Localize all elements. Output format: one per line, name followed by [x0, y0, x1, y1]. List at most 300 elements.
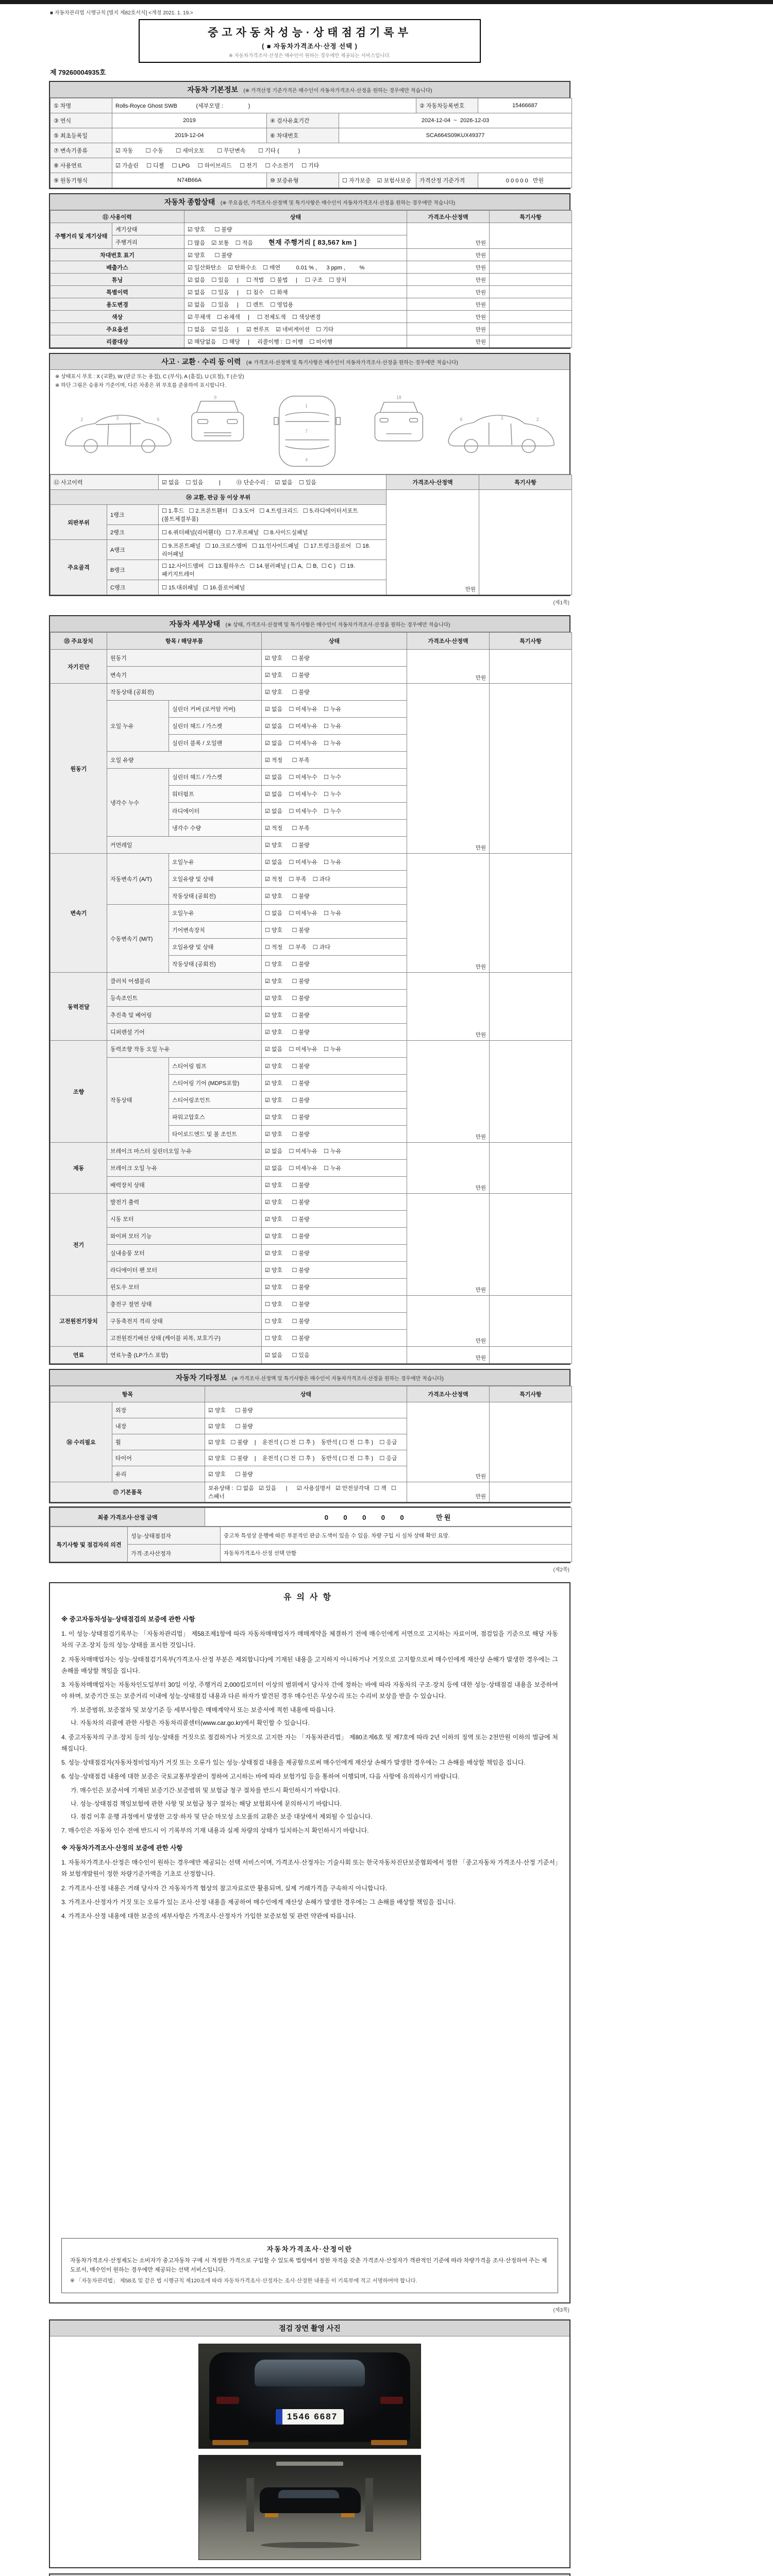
table-cell: 보유상태 : ☐ 없음 ☑ 있음 | ☑ 사용설명서 ☑ 안전삼각대 ☐ 잭 ☐ 스패너 [205, 1482, 407, 1502]
table-cell [490, 335, 572, 348]
table-row [51, 261, 572, 274]
table-cell: 가격조사·산정액 [407, 1386, 490, 1402]
basic-info-table [50, 98, 569, 188]
table-cell [490, 323, 572, 335]
page-marker-1: (제1쪽) [553, 600, 569, 606]
table-cell: 작동상태 (공회전) [169, 956, 262, 973]
table-cell: 오일 누유 [107, 701, 169, 752]
table-cell: 동력조향 작동 오일 누유 [107, 1041, 262, 1058]
table-cell: ☑ 없음 ☐ 미세누유 ☐ 누유 [262, 1143, 407, 1160]
table-cell: 실린더 커버 (로커암 커버) [169, 701, 262, 718]
table-cell: ☑ 양호 ☐ 불량 [184, 249, 407, 261]
table-cell: 유리 [112, 1466, 205, 1482]
document-title: 중고자동차성능·상태점검기록부 [208, 27, 412, 39]
table-cell: ☑ 양호 ☐ 불량 [205, 1402, 407, 1418]
table-cell: 15466687 [478, 98, 572, 113]
table-row [51, 211, 572, 223]
table-cell: 2019 [112, 113, 267, 128]
table-cell [490, 311, 572, 323]
table-row [51, 1296, 572, 1313]
notice-line: 5. 성능·상태점검자(자동차정비업자)가 거짓 또는 오류가 있는 성능·상태점검 내용을 제공함으로써 매수인에게 재산상 손해가 발생한 경우에는 그 손해를 배상할 책임을 집니다. [61, 1759, 526, 1766]
notice-line: 2. 가격조사·산정 내용은 거래 당사자 간 자동차가격 협상의 참고자료로만 활용되며, 실제 거래가격을 구속하지 아니합니다. [61, 1884, 388, 1892]
section-note: (※ 가격산정 기준가격은 매수인이 자동차가격조사·산정을 원하는 경우에만 적습니다) [243, 88, 432, 94]
table-cell: 용도변경 [51, 298, 184, 311]
notice-line: 6. 성능·상태점검 내용에 대한 보증은 국토교통부장관이 정하여 고시하는 바에 따라 보험가입 등을 통하여 이행되며, 다음 사항에 유의하시기 바랍니다. [61, 1773, 460, 1781]
table-row [51, 684, 572, 701]
table-row [51, 1482, 572, 1502]
table-cell: ☐ 많음 ☑ 보통 ☐ 적음 현재 주행거리 [ 83,567 km ] [184, 235, 407, 249]
table-cell: ⑮ 주요장치 [51, 633, 107, 650]
table-cell: ☑ 양호 ☐ 불량 [262, 1279, 407, 1296]
section-overall-condition [49, 193, 570, 349]
table-cell: 와이퍼 모터 기능 [107, 1228, 262, 1245]
table-cell: 연료누출 (LP가스 포함) [107, 1347, 262, 1364]
table-cell: 고전원전기배선 상태 (케이블 피복, 보호기구) [107, 1330, 262, 1347]
table-cell: 스티어링 펌프 [169, 1058, 262, 1075]
table-cell: 주요옵션 [51, 323, 184, 335]
table-row [51, 311, 572, 323]
table-cell: 브레이크 마스터 실린더오일 누유 [107, 1143, 262, 1160]
table-row [51, 1508, 572, 1527]
section-final-price [49, 1506, 570, 1563]
table-cell: ☐ 없음 ☑ 있음 | ☑ 썬루프 ☑ 네비게이션 ☐ 기타 [184, 323, 407, 335]
table-row [51, 1194, 572, 1211]
table-cell: ☑ 없음 ☐ 미세누유 ☐ 누유 [262, 1041, 407, 1058]
table-cell [490, 261, 572, 274]
document-page [49, 8, 570, 2576]
table-cell: 변속기 [107, 667, 262, 684]
detail-condition-table [50, 632, 569, 1364]
table-cell: ☑ 양호 ☐ 불량 [262, 1024, 407, 1041]
table-cell: 리콜대상 [51, 335, 184, 348]
data-table [50, 98, 572, 188]
table-cell: 가격조사·산정액 [407, 211, 490, 223]
table-row [51, 158, 572, 173]
table-cell: 내장 [112, 1418, 205, 1434]
table-cell: ☐ 양호 ☐ 불량 [262, 1296, 407, 1313]
table-cell: ☐ 양호 ☐ 불량 [262, 1330, 407, 1347]
table-cell: ☑ 양호 ☐ 불량 [262, 1007, 407, 1024]
table-cell [490, 1041, 572, 1143]
car-rear-view [375, 402, 423, 441]
inspection-photo-rear [198, 2344, 421, 2449]
table-cell: ④ 검사유효기간 [267, 113, 339, 128]
table-cell: 스티어링 기어 (MDPS포함) [169, 1075, 262, 1092]
price-info-box [61, 2238, 558, 2293]
table-cell: ☐ 6.쿼터패널(리어휀더) ☐ 7.루프패널 ☐ 8.사이드실패널 [159, 525, 386, 540]
table-cell: ☑ 적정 ☐ 부족 ☐ 과다 [262, 871, 407, 888]
notice-line: 4. 중고자동차의 구조·장치 등의 성능·상태를 거짓으로 점검하거나 거짓으로 고지한 자는 「자동차관리법」 제80조제6호 및 제7호에 따라 2년 이하의 징역 또는 2천만원 이하의 벌금에 처해집니다. [61, 1733, 558, 1752]
data-table [50, 1527, 572, 1562]
table-cell: 만원 [407, 1402, 490, 1482]
table-cell: 윈도우 모터 [107, 1279, 262, 1296]
lift-arm-left [212, 2440, 248, 2445]
table-cell [490, 274, 572, 286]
table-cell: ☐ 12.사이드멤버 ☐ 13.휠하우스 ☐ 14.필러패널 ( ☐ A, ☐ B, ☐ C ) ☐ 19.패키지트레이 [159, 560, 386, 580]
data-table [50, 1386, 572, 1502]
table-cell: ☑ 양호 ☐ 불량 [262, 1211, 407, 1228]
table-cell: 차대번호 표기 [51, 249, 184, 261]
table-cell: ⑥ 차대번호 [267, 128, 339, 143]
basic-info-header [50, 82, 569, 98]
svg-text:1: 1 [305, 403, 308, 409]
table-cell: ☑ 없음 ☐ 미세누유 ☐ 누유 [262, 854, 407, 871]
table-cell: 냉각수 수량 [169, 820, 262, 837]
notice-line: 나. 성능·상태점검 책임보험에 관한 사항 및 보험금 청구 절차는 해당 보험회사에 문의하시기 바랍니다. [71, 1800, 342, 1807]
table-cell: 전기 [51, 1194, 107, 1296]
table-cell: 특기사항 [490, 211, 572, 223]
section-title: 자동차 세부상태 [169, 620, 221, 628]
section-etc-info [49, 1369, 570, 1503]
section-accident-history [49, 353, 570, 596]
table-cell: B랭크 [107, 560, 159, 580]
table-row [51, 274, 572, 286]
table-cell: 상태 [205, 1386, 407, 1402]
table-cell: 추진축 및 베어링 [107, 1007, 262, 1024]
table-cell: 특별이력 [51, 286, 184, 298]
table-cell: ☑ 없음 ☐ 있음 | ⑬ 단순수리 : ☑ 없음 ☐ 있음 [159, 475, 386, 490]
table-cell: 수동변속기 (M/T) [107, 905, 169, 973]
damage-code-legend-2: ※ 하단 그림은 승용차 기준이며, 다른 차종은 위 부호를 준용하여 표시합니다. [55, 383, 226, 388]
table-cell: 만원 [407, 1143, 490, 1194]
table-cell: 만원 [407, 298, 490, 311]
notice-line: 2. 자동차매매업자는 성능·상태점검기록부(가격조사·산정 부분은 제외합니다)에 기재된 내용을 고지하지 아니하거나 거짓으로 고지함으로써 매수인에게 재산상 손해가 발생한 경우에는 그 손해를 배상할 책임을 집니다. [61, 1655, 558, 1674]
table-row [51, 1143, 572, 1160]
table-cell: N74B66A [112, 173, 267, 188]
table-cell: ☑ 자동 ☐ 수동 ☐ 세미오토 ☐ 무단변속 ☐ 기타 ( ) [112, 143, 572, 158]
floor-shadow [261, 2542, 360, 2548]
table-cell: 제동 [51, 1143, 107, 1194]
table-cell: 실내송풍 모터 [107, 1245, 262, 1262]
svg-text:2: 2 [536, 417, 539, 422]
plate-blue-band [276, 2409, 282, 2425]
svg-text:2: 2 [80, 417, 83, 422]
table-cell: 주요골격 [51, 540, 107, 595]
table-cell: 만원 [407, 1482, 490, 1502]
table-cell: ⑦ 변속기종류 [51, 143, 112, 158]
table-row [51, 335, 572, 348]
table-cell: 오일누유 [169, 854, 262, 871]
photos-body [50, 2336, 569, 2567]
table-row [51, 633, 572, 650]
table-cell: 만원 [407, 311, 490, 323]
table-cell: ⑰ 기본품목 [51, 1482, 205, 1502]
table-cell [479, 490, 572, 595]
table-row [51, 298, 572, 311]
table-cell: 커먼레일 [107, 837, 262, 854]
table-cell: 만원 [407, 854, 490, 973]
table-cell: 원동기 [107, 650, 262, 667]
table-cell: ⑤ 최초등록일 [51, 128, 112, 143]
table-cell: 휠 [112, 1434, 205, 1450]
notice-line: 7. 매수인은 자동차 인수 전에 반드시 이 기록부의 기재 내용과 실제 차량의 상태가 일치하는지 확인하시기 바랍니다. [61, 1826, 369, 1834]
table-row [51, 286, 572, 298]
table-row [51, 323, 572, 335]
table-cell: Rolls-Royce Ghost SWB (세부모델 : ) [112, 98, 416, 113]
table-cell: 만원 [407, 1194, 490, 1296]
table-cell: ☑ 일산화탄소 ☑ 탄화수소 ☐ 매연 0.01 % , 3 ppm , % [184, 261, 407, 274]
table-cell: 2랭크 [107, 525, 159, 540]
table-cell: ☐ 양호 ☐ 불량 [262, 922, 407, 939]
table-cell: ① 차명 [51, 98, 112, 113]
table-cell: ☑ 양호 ☐ 불량 [262, 990, 407, 1007]
license-plate [276, 2409, 344, 2425]
notice-line: 3. 가격조사·산정자가 거짓 또는 오류가 있는 조사·산정 내용을 제공하여 매수인에게 재산상 손해가 발생한 경우에는 그 손해를 배상할 책임을 집니다. [61, 1898, 456, 1906]
table-row [51, 475, 572, 490]
price-info-title: 자동차가격조사·산정이란 [266, 2245, 353, 2253]
inspector-remarks-table [50, 1527, 569, 1562]
table-cell: SCA664S09KUX49377 [339, 128, 572, 143]
svg-text:6: 6 [157, 417, 160, 422]
table-cell: ☑ 양호 ☐ 불량 [262, 1092, 407, 1109]
table-cell: 등속조인트 [107, 990, 262, 1007]
table-cell: ☑ 없음 ☐ 미세누유 ☐ 누유 [262, 701, 407, 718]
photos-header [50, 2320, 569, 2336]
table-cell: 냉각수 누수 [107, 769, 169, 837]
section-title: 자동차 기타정보 [175, 1374, 227, 1382]
table-cell: ☑ 없음 ☐ 있음 | ☐ 렌트 ☐ 영업용 [184, 298, 407, 311]
table-cell: 시동 모터 [107, 1211, 262, 1228]
notice-body [61, 1607, 558, 1924]
car-front-view [192, 401, 244, 441]
table-cell: ☑ 양호 ☐ 불량 [262, 1126, 407, 1143]
overall-condition-header [50, 194, 569, 210]
table-cell: 자기진단 [51, 650, 107, 684]
table-cell: ☑ 없음 ☐ 있음 | ☐ 적법 ☐ 불법 | ☐ 구조 ☐ 장치 [184, 274, 407, 286]
table-cell: ☑ 없음 ☐ 미세누유 ☐ 누유 [262, 735, 407, 752]
table-cell: ☑ 양호 ☐ 불량 [262, 1109, 407, 1126]
notice-line: ※ 「자동차관리법」 제58조 및 같은 법 시행규칙 제120조에 따라 자동차가격조사·산정자는 조사·산정한 내용을 이 기록부에 적고 서명하여야 합니다. [70, 2278, 417, 2284]
car-diagram-area [50, 389, 569, 474]
etc-info-header [50, 1370, 569, 1386]
table-row [51, 1347, 572, 1364]
table-cell [490, 1402, 572, 1482]
table-cell: 파워고압호스 [169, 1109, 262, 1126]
table-cell: 발전기 출력 [107, 1194, 262, 1211]
table-cell: ☑ 양호 ☐ 불량 [262, 888, 407, 905]
table-cell: ☑ 없음 ☐ 미세누유 ☐ 누유 [262, 718, 407, 735]
table-cell: ☑ 양호 ☐ 불량 [262, 1058, 407, 1075]
table-cell: 만원 [407, 335, 490, 348]
section-note: (※ 가격조사·산정액 및 특기사항은 매수인이 자동차가격조사·산정을 원하는 경우에만 적습니다) [246, 360, 458, 366]
table-cell: 항목 / 해당부품 [107, 633, 262, 650]
table-cell: 주행거리 [112, 235, 184, 249]
table-cell: 특기사항 [490, 1386, 572, 1402]
lift-arm-right [371, 2440, 407, 2445]
table-cell: 만원 [386, 490, 479, 595]
table-cell: 변속기 [51, 854, 107, 973]
table-cell: 튜닝 [51, 274, 184, 286]
table-cell: 자동변속기 (A/T) [107, 854, 169, 905]
table-cell: 가격조사·산정액 [386, 475, 479, 490]
table-cell: ☐ 자가보증 ☑ 보험사보증 [339, 173, 416, 188]
table-cell: 실린더 헤드 / 가스켓 [169, 718, 262, 735]
table-cell: 0 0 0 0 0 만원 [478, 173, 572, 188]
table-cell: 실린더 블록 / 오일팬 [169, 735, 262, 752]
table-cell: ☑ 없음 ☐ 미세누수 ☐ 누수 [262, 769, 407, 786]
table-row [51, 1545, 572, 1562]
page-marker-2: (제2쪽) [553, 1567, 569, 1573]
section-title: 사고 · 교환 · 수리 등 이력 [161, 358, 241, 366]
table-cell: ☑ 양호 ☐ 불량 [262, 650, 407, 667]
notice-line: 4. 가격조사·산정 내용에 대한 보증의 세부사항은 가격조사·산정자가 가입한 보증보험 및 관련 약관에 따릅니다. [61, 1912, 356, 1920]
table-cell: 기어변속장치 [169, 922, 262, 939]
notice-title: 유의사항 [283, 1593, 336, 1602]
accident-history-header [50, 354, 569, 370]
table-cell: 중고차 특성상 운행에 따른 부분적인 판금·도색이 있을 수 있음. 차량 구입 시 실차 상태 확인 요망. [221, 1527, 572, 1545]
table-cell: ☑ 양호 ☐ 불량 [184, 223, 407, 235]
table-cell: 자동차가격조사·산정 선택 안함 [221, 1545, 572, 1562]
notice-line: 1. 자동차가격조사·산정은 매수인이 원하는 경우에만 제공되는 선택 서비스이며, 가격조사·산정자는 기술사회 또는 한국자동차진단보증협회에서 정한 「중고자동차 가격조사·산정 기준서」와 보험개발원이 정한 차량기준가액을 기초로 산정합니다. [61, 1859, 558, 1878]
table-cell: ☑ 없음 ☐ 미세누유 ☐ 누유 [262, 1160, 407, 1177]
table-cell: 조향 [51, 1041, 107, 1143]
table-cell: 가격·조사산정자 [128, 1545, 221, 1562]
table-cell: 2024-12-04 ~ 2026-12-03 [339, 113, 572, 128]
table-cell: 2019-12-04 [112, 128, 267, 143]
etc-info-table [50, 1386, 569, 1502]
table-cell: ☑ 양호 ☐ 불량 [205, 1418, 407, 1434]
table-cell: 실린더 헤드 / 가스켓 [169, 769, 262, 786]
table-cell: 만원 [407, 223, 490, 249]
form-reference-note: ■ 자동차관리법 시행규칙 [별지 제82호서식] <개정 2021. 1. 19.> [50, 10, 193, 16]
table-row [51, 113, 572, 128]
table-cell: 라디에이터 [169, 803, 262, 820]
table-row [51, 143, 572, 158]
section-inspection-photos [49, 2319, 570, 2568]
inspection-photo-lift [198, 2455, 421, 2560]
photo-car-rear [209, 2352, 410, 2442]
top-black-bar [0, 0, 773, 4]
table-row [51, 98, 572, 113]
table-cell [490, 286, 572, 298]
table-cell: 타이로드엔드 및 볼 조인트 [169, 1126, 262, 1143]
table-cell: 원동기 [51, 684, 107, 854]
table-row [51, 249, 572, 261]
lift-post-left [246, 2478, 254, 2532]
section-title: 자동차 종합상태 [164, 198, 215, 206]
svg-text:3: 3 [116, 415, 119, 421]
table-cell: 0 0 0 0 0 만원 [205, 1508, 572, 1527]
lift-pad-right [341, 2513, 355, 2517]
table-cell [490, 1296, 572, 1347]
table-cell: ⑪ 사용이력 [51, 211, 184, 223]
table-cell: 특기사항 [490, 633, 572, 650]
document-number: 제 79260004935호 [50, 69, 106, 76]
table-cell: 색상 [51, 311, 184, 323]
table-cell: ⑩ 보증유형 [267, 173, 339, 188]
table-cell: ☑ 없음 ☐ 있음 [262, 1347, 407, 1364]
price-info-lines [70, 2257, 549, 2285]
svg-text:7: 7 [305, 428, 308, 434]
table-cell: ☑ 양호 ☐ 불량 [205, 1466, 407, 1482]
table-cell: ☐ 양호 ☐ 불량 [262, 956, 407, 973]
table-cell: ☑ 가솔린 ☐ 디젤 ☐ LPG ☐ 하이브리드 ☐ 전기 ☐ 수소전기 ☐ 기타 [112, 158, 572, 173]
overall-condition-table [50, 210, 569, 348]
svg-text:4: 4 [305, 457, 308, 463]
table-cell: 오일 유량 [107, 752, 262, 769]
table-cell: 만원 [407, 1296, 490, 1347]
table-cell: 작동상태 [107, 1058, 169, 1143]
table-cell: ☑ 적정 ☐ 부족 [262, 820, 407, 837]
table-cell: ☐ 1.후드 ☐ 2.프론트휀더 ☐ 3.도어 ☐ 4.트렁크리드 ☐ 5.라디에이터서포트(볼트체결부품) [159, 505, 386, 525]
table-cell: 상태 [184, 211, 407, 223]
table-row [51, 650, 572, 667]
table-cell: ☐ 없음 ☐ 미세누유 ☐ 누유 [262, 905, 407, 922]
table-cell [490, 973, 572, 1041]
table-row [51, 1386, 572, 1402]
table-cell: 외장 [112, 1402, 205, 1418]
table-cell: ⑨ 원동기형식 [51, 173, 112, 188]
table-cell: 브레이크 오일 누유 [107, 1160, 262, 1177]
final-price-table [50, 1507, 569, 1527]
table-cell: ☐ 적정 ☐ 부족 ☐ 과다 [262, 939, 407, 956]
table-cell: ☑ 적정 ☐ 부족 [262, 752, 407, 769]
notice-line: 다. 점검 이후 운행 과정에서 발생한 고장·하자 및 단순 마모성 소모품의 교환은 보증 대상에서 제외될 수 있습니다. [71, 1812, 373, 1820]
table-cell: 만원 [407, 1041, 490, 1143]
svg-text:3: 3 [500, 415, 503, 421]
table-cell: 라디에이터 팬 모터 [107, 1262, 262, 1279]
plate-number: 1546 6687 [287, 2412, 338, 2421]
table-row [51, 173, 572, 188]
lift-post-right [365, 2478, 373, 2532]
document-subtitle: ( ■ 자동차가격조사·산정 선택 ) [262, 43, 358, 50]
table-row [51, 1527, 572, 1545]
table-cell: ☑ 양호 ☐ 불량 [262, 667, 407, 684]
tail-light-right [380, 2397, 403, 2404]
table-cell: 만원 [407, 261, 490, 274]
data-table [50, 210, 572, 348]
car-side-right-labels [460, 415, 539, 422]
table-cell [490, 1143, 572, 1194]
document-title-box [139, 19, 481, 63]
table-cell [490, 684, 572, 854]
notice-line: 가. 매수인은 보증서에 기재된 보증기간·보증범위 및 보험금 청구 절차를 반드시 확인하시기 바랍니다. [71, 1787, 340, 1794]
table-cell: 워터펌프 [169, 786, 262, 803]
table-cell: ☑ 무채색 ☐ 유채색 | ☐ 전체도색 ☐ 색상변경 [184, 311, 407, 323]
table-cell: ☐ 15.대쉬패널 ☐ 16.플로어패널 [159, 580, 386, 595]
table-cell: ☑ 해당없음 ☐ 해당 | 리콜이행 : ☐ 이행 ☐ 미이행 [184, 335, 407, 348]
table-cell: 외판부위 [51, 505, 107, 540]
table-cell: ☑ 없음 ☐ 미세누수 ☐ 누수 [262, 786, 407, 803]
table-cell: 작동상태 (공회전) [107, 684, 262, 701]
table-row [51, 1041, 572, 1058]
accident-history-table [50, 474, 569, 595]
section-title: 점검 장면 촬영 사진 [279, 2324, 341, 2332]
table-row [51, 490, 572, 505]
car-front-label: 9 [214, 395, 217, 400]
table-cell [490, 650, 572, 684]
notice-line: 가. 보증범위, 보증절차 및 보상기준 등 세부사항은 매매계약서 또는 보증서에 적힌 내용에 따릅니다. [71, 1706, 335, 1714]
section-detail-condition [49, 615, 570, 1365]
table-cell: ☑ 양호 ☐ 불량 [262, 684, 407, 701]
notice-line: 1. 이 성능·상태점검기록부는 「자동차관리법」 제58조제1항에 따라 자동차매매업자가 매매계약을 체결하기 전에 매수인에게 서면으로 고지하는 자료이며, 점검일을 기준으로 해당 자동차의 구조·장치 등의 성능·상태를 표시한 것입니다. [61, 1630, 558, 1649]
table-cell: ⑭ 교환, 판금 등 이상 부위 [51, 490, 386, 505]
table-row [51, 128, 572, 143]
table-cell: ☑ 양호 ☐ 불량 | 운전석 ( ☐ 전 ☐ 후 ) 동반석 ( ☐ 전 ☐ 후 ) ☐ 응급 [205, 1450, 407, 1466]
car-rear-label: 18 [396, 395, 401, 400]
section-note: (※ 주요옵션, 가격조사·산정액 및 특기사항은 매수인이 자동차가격조사·산정을 원하는 경우에만 적습니다) [220, 200, 456, 206]
lift-pad-left [265, 2513, 278, 2517]
table-cell: 스티어링조인트 [169, 1092, 262, 1109]
table-cell: 오일유량 및 상태 [169, 939, 262, 956]
table-cell: C랭크 [107, 580, 159, 595]
table-cell: 클러치 어셈블리 [107, 973, 262, 990]
ceiling-lamp [276, 2462, 343, 2466]
table-cell: 오일누유 [169, 905, 262, 922]
section-notice [49, 1582, 570, 2303]
svg-text:6: 6 [460, 417, 463, 422]
notice-line: 나. 자동차의 리콜에 관한 사항은 자동차리콜센터(www.car.go.kr)에서 확인할 수 있습니다. [71, 1719, 310, 1727]
